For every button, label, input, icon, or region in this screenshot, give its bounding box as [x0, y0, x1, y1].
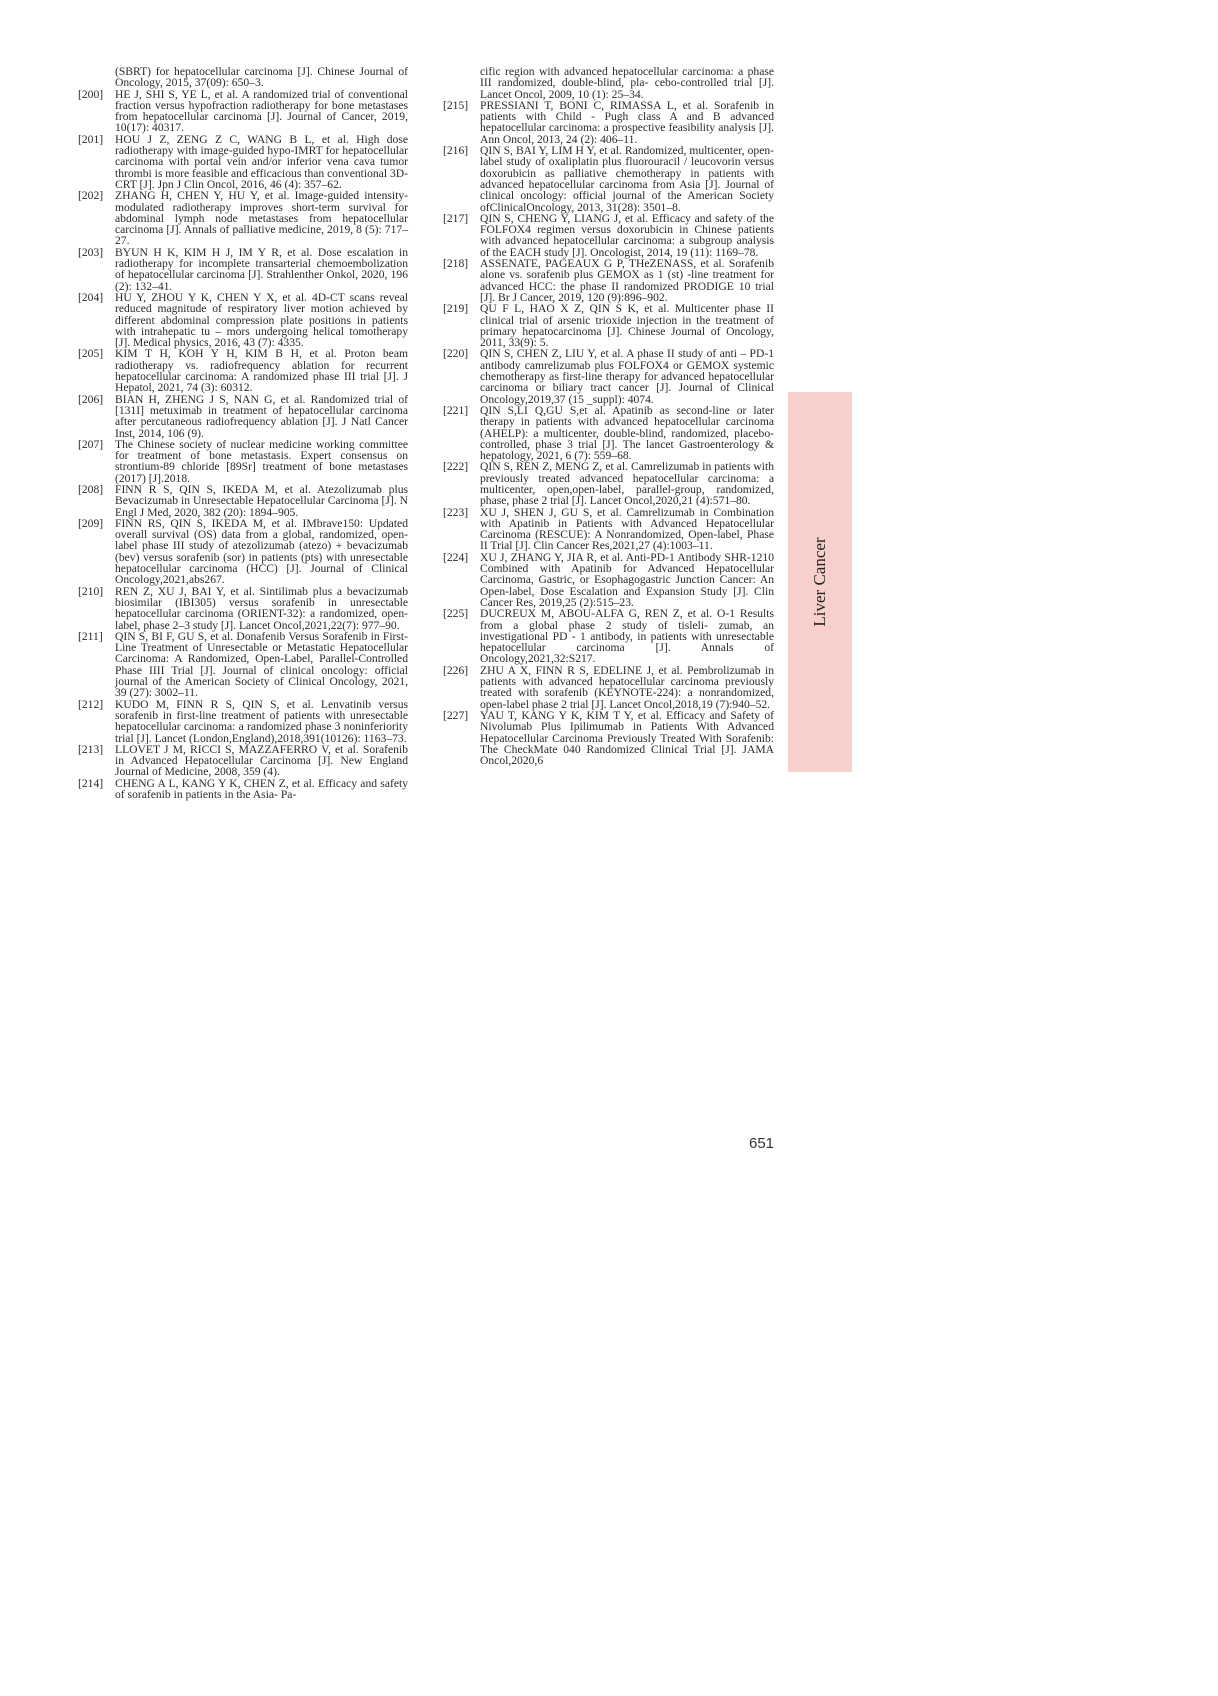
reference-text: FINN RS, QIN S, IKEDA M, et al. IMbrave150: Updated overall survival (OS) data from a global, randomized, open-label phase III study of atezolizumab (atezo) + bevacizumab (bev) versus sorafenib (sor) in patients (pts) with unresectable hepatocellular carcinoma (HCC) [J]. Journal of Clinical Oncology,2021,abs267. [115, 516, 408, 587]
reference-number: [214] [78, 776, 104, 790]
reference-number: [205] [78, 347, 104, 361]
section-side-tab-label: Liver Cancer [810, 537, 829, 627]
reference-entry [78, 247, 408, 292]
reference-number: [203] [78, 245, 104, 259]
reference-number: [224] [443, 550, 469, 564]
reference-number: [225] [443, 607, 469, 621]
reference-list-right [443, 100, 774, 767]
reference-number: [221] [443, 403, 469, 417]
reference-text: XU J, ZHANG Y, JIA R, et al. Anti-PD-1 Antibody SHR-1210 Combined with Apatinib for Advanced Hepatocellular Carcinoma, Gastric, or Esophagogastric Junction Cancer: An Open-label, Dose Escalation and Expansion Study [J]. Clin Cancer Res, 2019,25 (2):515–23. [480, 550, 774, 609]
reference-entry [78, 778, 408, 801]
reference-text: BYUN H K, KIM H J, IM Y R, et al. Dose escalation in radiotherapy for incomplete transarterial chemoembolization of hepatocellular carcinoma [J]. Strahlenther Onkol, 2020, 196 (2): 132–41. [115, 245, 408, 293]
reference-entry [78, 699, 408, 744]
reference-entry [443, 507, 774, 552]
reference-text: KUDO M, FINN R S, QIN S, et al. Lenvatinib versus sorafenib in first-line treatment of patients with unresectable hepatocellular carcinoma: a randomized phase 3 noninferiority trial [J]. Lancet (London,England),2018,391(10126): 1163–73. [115, 697, 408, 745]
reference-entry [78, 518, 408, 586]
reference-text: ASSENATE, PAGEAUX G P, THeZENASS, et al. Sorafenib alone vs. sorafenib plus GEMOX as 1 (st) -line treatment for advanced HCC: the phase II randomized PRODIGE 10 trial [J]. Br J Cancer, 2019, 120 (9):896–902. [480, 257, 774, 304]
reference-text: REN Z, XU J, BAI Y, et al. Sintilimab plus a bevacizumab biosimilar (IBI305) versus sorafenib in unresectable hepatocellular carcinoma (ORIENT-32): a randomized, open-label, phase 2–3 study [J]. Lancet Oncol,2021,22(7): 977–90. [115, 584, 408, 632]
reference-number: [211] [78, 629, 103, 643]
reference-text: QU F L, HAO X Z, QIN S K, et al. Multicenter phase II clinical trial of arsenic trioxide injection in the treatment of primary hepatocarcinoma [J]. Chinese Journal of Oncology, 2011, 33(9): 5. [480, 302, 774, 350]
reference-entry [78, 190, 408, 246]
reference-text: ZHU A X, FINN R S, EDELINE J, et al. Pembrolizumab in patients with advanced hepatocellular carcinoma previously treated with sorafenib (KEYNOTE-224): a nonrandomized, open-label phase 2 trial [J]. Lancet Oncol,2018,19 (7):940–52. [480, 663, 774, 711]
reference-number: [213] [78, 742, 104, 756]
reference-text: QIN S,LI Q,GU S,et al. Apatinib as second-line or later therapy in patients with advanced hepatocellular carcinoma (AHELP): a multicenter, double-blind, randomized, placebo-controlled, phase 3 trial [J]. The lancet Gastroenterology & hepatology, 2021, 6 (7): 559–68. [480, 403, 774, 463]
reference-number: [204] [78, 290, 104, 304]
reference-number: [208] [78, 482, 104, 496]
reference-number: [227] [443, 708, 469, 722]
reference-text: YAU T, KANG Y K, KIM T Y, et al. Efficacy and Safety of Nivolumab Plus Ipilimumab in Patients With Advanced Hepatocellular Carcinoma Previously Treated With Sorafenib: The CheckMate 040 Randomized Clinical Trial [J]. JAMA Oncol,2020,6 [480, 708, 774, 768]
reference-number: [217] [443, 211, 469, 225]
reference-entry [78, 89, 408, 134]
reference-text: BIAN H, ZHENG J S, NAN G, et al. Randomized trial of [131I] metuximab in treatment of hepatocellular carcinoma after percutaneous radiofrequency ablation [J]. J Natl Cancer Inst, 2014, 106 (9). [115, 392, 408, 440]
reference-entry [443, 608, 774, 664]
reference-entry [443, 461, 774, 506]
reference-entry [443, 665, 774, 710]
references-right-column [443, 66, 774, 766]
reference-entry [78, 744, 408, 778]
reference-number: [209] [78, 516, 104, 530]
reference-text: HU Y, ZHOU Y K, CHEN Y X, et al. 4D-CT scans reveal reduced magnitude of respiratory liver motion achieved by different abdominal compression plate positions in patients with intrahepatic tu – mors undergoing helical tomotherapy [J]. Medical physics, 2016, 43 (7): 4335. [115, 290, 408, 350]
references-left-column [78, 66, 408, 800]
reference-entry [443, 710, 774, 766]
reference-number: [219] [443, 302, 469, 316]
reference-entry [78, 586, 408, 631]
reference-entry [443, 348, 774, 404]
reference-text: QIN S, REN Z, MENG Z, et al. Camrelizumab in patients with previously treated advanced hepatocellular carcinoma: a multicenter, open,open-label, parallel-group, randomized, phase, phase 2 trial [J]. Lancet Oncol,2020,21 (4):571–80. [480, 460, 774, 508]
reference-number: [223] [443, 505, 469, 519]
reference-number: [206] [78, 392, 104, 406]
reference-entry [443, 552, 774, 608]
reference-number: [222] [443, 460, 469, 474]
reference-text: PRESSIANI T, BONI C, RIMASSA L, et al. Sorafenib in patients with Child - Pugh class A and B advanced hepatocellular carcinoma: a prospective feasibility analysis [J]. Ann Oncol, 2013, 24 (2): 406–11. [480, 98, 774, 146]
reference-text: FINN R S, QIN S, IKEDA M, et al. Atezolizumab plus Bevacizumab in Unresectable Hepatocellular Carcinoma [J]. N Engl J Med, 2020, 382 (20): 1894–905. [115, 482, 408, 519]
reference-text: CHENG A L, KANG Y K, CHEN Z, et al. Efficacy and safety of sorafenib in patients in the Asia- Pa- [115, 776, 408, 801]
reference-entry [78, 439, 408, 484]
reference-entry [443, 258, 774, 303]
reference-text: QIN S, CHENG Y, LIANG J, et al. Efficacy and safety of the FOLFOX4 regimen versus doxorubicin in Chinese patients with advanced hepatocellular carcinoma: a subgroup analysis of the EACH study [J]. Oncologist, 2014, 19 (11): 1169–78. [480, 211, 774, 259]
reference-text: HE J, SHI S, YE L, et al. A randomized trial of conventional fraction versus hypofraction radiotherapy for bone metastases from hepatocellular carcinoma [J]. Journal of Cancer, 2019, 10(17): 40317. [115, 87, 408, 135]
reference-entry [78, 348, 408, 393]
reference-number: [218] [443, 257, 469, 271]
reference-text: QIN S, BI F, GU S, et al. Donafenib Versus Sorafenib in First-Line Treatment of Unresectable or Metastatic Hepatocellular Carcinoma: A Randomized, Open-Label, Parallel-Controlled Phase IIII Trial [J]. Journal of clinical oncology: official journal of the American Society of Clinical Oncology, 2021, 39 (27): 3002–11. [115, 629, 408, 700]
reference-number: [220] [443, 347, 469, 361]
reference-text: ZHANG H, CHEN Y, HU Y, et al. Image-guided intensity-modulated radiotherapy improves short-term survival for abdominal lymph node metastases from hepatocellular carcinoma [J]. Annals of palliative medicine, 2019, 8 (5): 717–27. [115, 189, 408, 248]
reference-text: QIN S, BAI Y, LIM H Y, et al. Randomized, multicenter, open-label study of oxaliplatin plus fluorouracil / leucovorin versus doxorubicin as palliative chemotherapy in patients with advanced hepatocellular carcinoma from Asia [J]. Journal of clinical oncology: official journal of the American Society ofClinicalOncology, 2013, 31(28): 3501–8. [480, 144, 774, 214]
reference-entry [78, 631, 408, 699]
reference-text: HOU J Z, ZENG Z C, WANG B L, et al. High dose radiotherapy with image-guided hypo-IMRT for hepatocellular carcinoma with portal vein and/or inferior vena cava tumor thrombi is more feasible and efficacious than conventional 3D-CRT [J]. Jpn J Clin Oncol, 2016, 46 (4): 357–62. [115, 132, 408, 191]
reference-entry [78, 292, 408, 348]
reference-number: [202] [78, 189, 104, 203]
reference-entry [78, 134, 408, 190]
reference-entry [443, 145, 774, 213]
reference-continuation: (SBRT) for hepatocellular carcinoma [J]. Chinese Journal of Oncology, 2015, 37(09): 650–3. [115, 65, 408, 90]
reference-continuation: cific region with advanced hepatocellular carcinoma: a phase III randomized, double-blind, pla- cebo-controlled trial [J]. Lancet Oncol, 2009, 10 (1): 25–34. [480, 65, 774, 101]
reference-text: The Chinese society of nuclear medicine working committee for treatment of bone metastasis. Expert consensus on strontium-89 chloride [89Sr] treatment of bone metastases (2017) [J].2018. [115, 437, 408, 485]
reference-entry [443, 213, 774, 258]
reference-number: [200] [78, 87, 104, 101]
reference-entry [78, 394, 408, 439]
reference-number: [226] [443, 663, 469, 677]
reference-entry [443, 405, 774, 461]
reference-number: [215] [443, 98, 469, 112]
reference-text: KIM T H, KOH Y H, KIM B H, et al. Proton beam radiotherapy vs. radiofrequency ablation for recurrent hepatocellular carcinoma: A randomized phase III trial [J]. J Hepatol, 2021, 74 (3): 60312. [115, 347, 408, 395]
reference-number: [201] [78, 132, 104, 146]
reference-text: XU J, SHEN J, GU S, et al. Camrelizumab in Combination with Apatinib in Patients with Advanced Hepatocellular Carcinoma (RESCUE): A Nonrandomized, Open-label, Phase II Trial [J]. Clin Cancer Res,2021,27 (4):1003–11. [480, 505, 774, 553]
page-number: 651 [749, 1135, 775, 1152]
reference-list-left [78, 89, 408, 801]
reference-number: [210] [78, 584, 104, 598]
reference-text: QIN S, CHEN Z, LIU Y, et al. A phase II study of anti – PD-1 antibody camrelizumab plus FOLFOX4 or GEMOX systemic chemotherapy as first-line therapy for advanced hepatocellular carcinoma or biliary tract cancer [J]. Journal of Clinical Oncology,2019,37 (15 _suppl): 4074. [480, 347, 774, 406]
reference-number: [216] [443, 144, 469, 158]
reference-entry [78, 484, 408, 518]
section-side-tab [788, 392, 852, 772]
reference-number: [212] [78, 697, 104, 711]
reference-text: LLOVET J M, RICCI S, MAZZAFERRO V, et al. Sorafenib in Advanced Hepatocellular Carcinoma [J]. New England Journal of Medicine, 2008, 359 (4). [115, 742, 408, 779]
reference-entry [443, 100, 774, 145]
reference-entry [443, 303, 774, 348]
reference-text: DUCREUX M, ABOU-ALFA G, REN Z, et al. O-1 Results from a global phase 2 study of tisleli- zumab, an investigational PD - 1 antibody, in patients with unresectable hepatocellular carcinoma [J]. Annals of Oncology,2021,32:S217. [480, 607, 774, 666]
reference-number: [207] [78, 437, 104, 451]
